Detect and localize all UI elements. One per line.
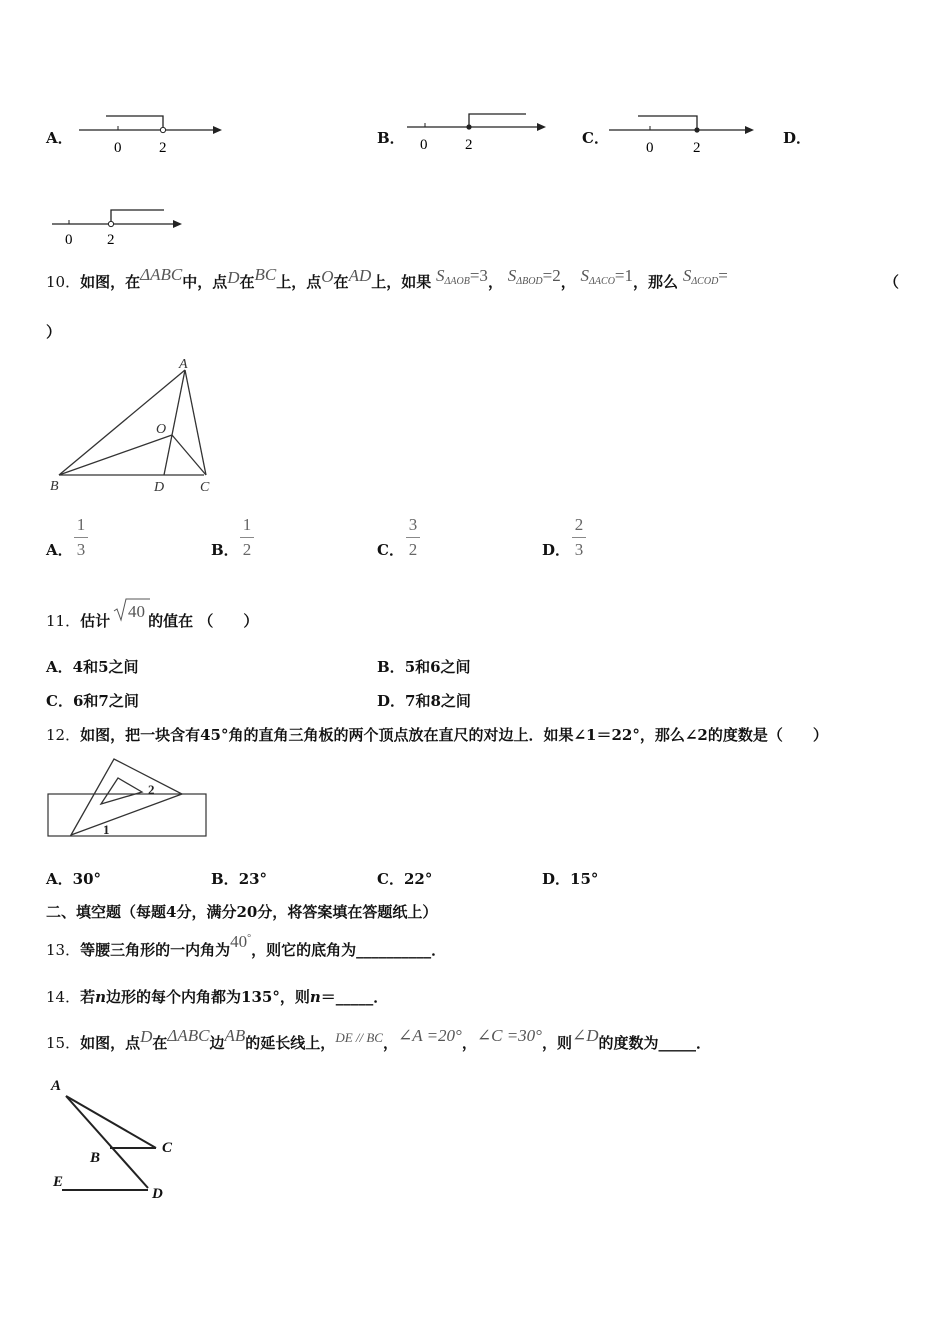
q9-option-c-numberline [606, 110, 758, 156]
q13-number: 13． [46, 941, 81, 959]
q10-option-d[interactable]: D． [542, 541, 571, 559]
q11-stem: 11．估计 的值在 （ ） [46, 612, 259, 630]
q9-option-a-numberline [76, 112, 226, 156]
angle-1-label: 1 [103, 822, 110, 837]
q10-option-b-fraction: 1 2 [240, 515, 254, 560]
q9-option-d-label[interactable]: D． [783, 129, 812, 147]
q12-ruler-triangle-figure [46, 756, 210, 840]
q9-option-b-label[interactable]: B． [377, 129, 405, 147]
tick-2: 2 [465, 137, 473, 152]
q11-option-a[interactable]: A．4和5之间 [46, 658, 139, 676]
q10-option-d-fraction: 2 3 [572, 515, 586, 560]
q12-option-c[interactable]: C．22° [377, 870, 433, 888]
q11-option-d[interactable]: D．7和8之间 [377, 692, 471, 710]
tick-2: 2 [107, 232, 115, 248]
q12-option-b[interactable]: B．23° [211, 870, 268, 888]
q10-option-a[interactable]: A． [46, 541, 73, 559]
label-C: C [162, 1140, 173, 1156]
tick-2: 2 [159, 140, 167, 156]
angle-2-label: 2 [148, 782, 155, 797]
label-D: D [152, 1186, 163, 1202]
tick-0: 0 [420, 137, 428, 152]
q15-number: 15． [46, 1034, 81, 1052]
label-C: C [200, 480, 210, 495]
q10-option-c-fraction: 3 2 [406, 515, 420, 560]
tick-0: 0 [114, 140, 122, 156]
q12-option-d[interactable]: D．15° [542, 870, 599, 888]
q14-stem: 14．若n边形的每个内角都为135°，则n＝_____． [46, 988, 389, 1006]
q12-stem: 12．如图，把一块含有45°角的直角三角板的两个顶点放在直尺的对边上．如果∠1＝22°，那么∠2的度数是（ ） [46, 726, 828, 744]
q11-option-b[interactable]: B．5和6之间 [377, 658, 471, 676]
q10-number: 10． [46, 273, 81, 291]
q13-stem: 13．等腰三角形的一内角为40°，则它的底角为__________． [46, 932, 447, 959]
label-E: E [53, 1174, 64, 1190]
q9-option-a-label[interactable]: A． [46, 129, 73, 147]
label-B: B [90, 1150, 101, 1166]
q10-stem: 10．如图，在ΔABC中，点D在BC上，点O在AD上，如果 $S^{\Delta AOB}=3$， $S^{\Delta BOD}=2$， $S^{\Delta ACO}=1$，那么 $S^{\Delta COD}=$ [46, 265, 728, 291]
q11-option-c[interactable]: C．6和7之间 [46, 692, 139, 710]
q9-option-c-label[interactable]: C． [582, 129, 609, 147]
label-O: O [156, 422, 167, 437]
tick-0: 0 [65, 232, 73, 248]
q9-option-b-numberline [404, 108, 554, 152]
q10-triangle-figure [44, 352, 224, 498]
section-2-heading: 二、填空题（每题4分，满分20分，将答案填在答题纸上） [46, 903, 438, 921]
q10-option-b[interactable]: B． [211, 541, 239, 559]
q12-number: 12． [46, 726, 81, 744]
q12-option-a[interactable]: A．30° [46, 870, 102, 888]
label-A: A [51, 1078, 62, 1094]
label-A: A [179, 357, 188, 372]
q10-option-c[interactable]: C． [377, 541, 404, 559]
q10-paren-close: ） [46, 323, 62, 341]
tick-2: 2 [693, 140, 701, 156]
q11-sqrt-symbol [112, 596, 152, 624]
q10-paren-open: （ [884, 273, 900, 291]
q15-figure [44, 1072, 194, 1206]
q10-option-a-fraction: 1 3 [74, 515, 88, 560]
q11-radicand: 40 [128, 602, 145, 621]
q11-number: 11． [46, 612, 81, 630]
q15-stem: 15．如图，点D在ΔABC边AB的延长线上，DE // BC，∠A =20°，∠C =30°，则∠D的度数为_____． [46, 1026, 712, 1052]
q14-number: 14． [46, 988, 81, 1006]
label-B: B [50, 479, 59, 494]
tick-0: 0 [646, 140, 654, 156]
q9-option-d-numberline [48, 204, 188, 250]
label-D: D [154, 480, 165, 495]
